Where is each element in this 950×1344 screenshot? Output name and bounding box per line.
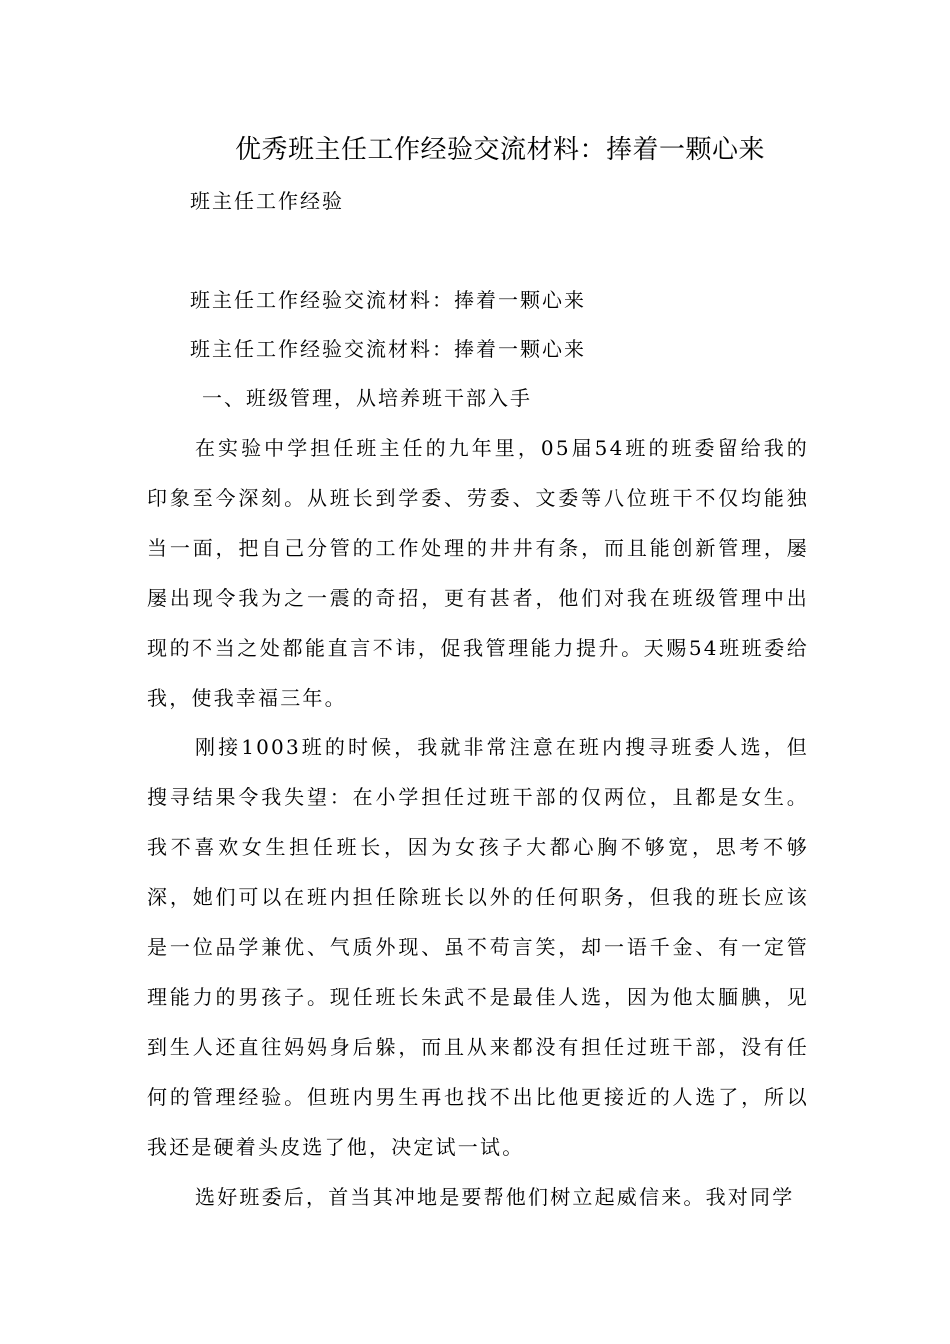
body-paragraph-3: 选好班委后，首当其冲地是要帮他们树立起威信来。我对同学 xyxy=(195,1185,795,1209)
section-heading: 一、班级管理，从培养班干部入手 xyxy=(202,386,532,410)
repeated-heading-1: 班主任工作经验交流材料：捧着一颗心来 xyxy=(190,288,586,312)
body-paragraph-2: 刚接1003班的时候，我就非常注意在班内搜寻班委人选，但搜寻结果令我失望：在小学担任过班干部的仅两位，且都是女生。我不喜欢女生担任班长，因为女孩子大都心胸不够宽，思考不够深，她们可以在班内担任除班长以外的任何职务，但我的班长应该是一位品学兼优、气质外现、虽不苟言笑，却一语千金、有一定管理能力的男孩子。现任班长朱武不是最佳人选，因为他太腼腆，见到生人还直往妈妈身后躲，而且从来都没有担任过班干部，没有任何的管理经验。但班内男生再也找不出比他更接近的人选了，所以我还是硬着头皮选了他，决定试一试。 xyxy=(147,735,809,1159)
document-title: 优秀班主任工作经验交流材料：捧着一颗心来 xyxy=(234,135,765,165)
document-subtitle: 班主任工作经验 xyxy=(190,189,344,213)
body-paragraph-1: 在实验中学担任班主任的九年里，05届54班的班委留给我的印象至今深刻。从班长到学委、劳委、文委等八位班干不仅均能独当一面，把自己分管的工作处理的井井有条，而且能创新管理，屡屡出现令我为之一震的奇招，更有甚者，他们对我在班级管理中出现的不当之处都能直言不讳，促我管理能力提升。天赐54班班委给我，使我幸福三年。 xyxy=(147,436,809,710)
repeated-heading-2: 班主任工作经验交流材料：捧着一颗心来 xyxy=(190,337,586,361)
